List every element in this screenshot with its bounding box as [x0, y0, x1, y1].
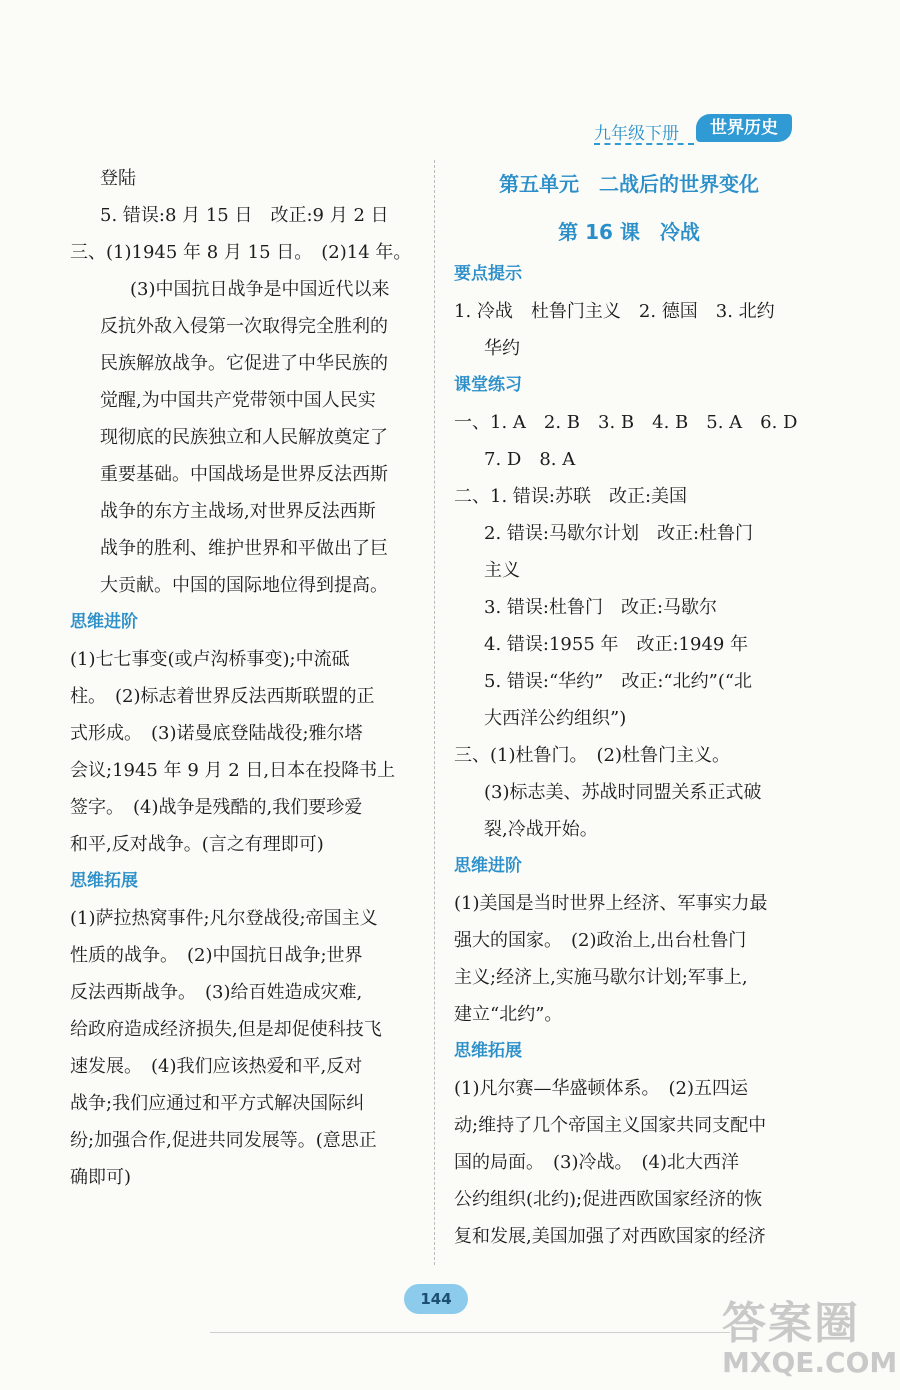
left-text-line: 民族解放战争。它促进了中华民族的 [100, 353, 388, 374]
left-text-line: 速发展。 (4)我们应该热爱和平,反对 [70, 1056, 363, 1077]
left-text-line: 纷;加强合作,促进共同发展等。(意思正 [70, 1130, 377, 1151]
header-underline [594, 143, 694, 145]
right-text-line: 三、(1)杜鲁门。 (2)杜鲁门主义。 [454, 745, 730, 766]
left-text-line: 柱。 (2)标志着世界反法西斯联盟的正 [70, 686, 375, 707]
right-section-heading: 思维拓展 [454, 1041, 522, 1061]
left-text-line: 战争;我们应通过和平方式解决国际纠 [70, 1093, 365, 1114]
left-text-line: 5. 错误:8 月 15 日 改正:9 月 2 日 [100, 205, 389, 226]
left-text-line: (3)中国抗日战争是中国近代以来 [130, 279, 390, 300]
left-text-line: 会议;1945 年 9 月 2 日,日本在投降书上 [70, 760, 396, 781]
left-text-line: 三、(1)1945 年 8 月 15 日。 (2)14 年。 [70, 242, 412, 263]
left-text-line: 给政府造成经济损失,但是却促使科技飞 [70, 1019, 382, 1040]
right-text-line: 1. 冷战 杜鲁门主义 2. 德国 3. 北约 [454, 301, 775, 322]
right-text-line: (1)凡尔赛—华盛顿体系。 (2)五四运 [454, 1078, 748, 1099]
right-text-line: 强大的国家。 (2)政治上,出台杜鲁门 [454, 930, 747, 951]
right-section-heading: 课堂练习 [454, 375, 522, 395]
left-text-line: 和平,反对战争。(言之有理即可) [70, 834, 324, 855]
left-text-line: 觉醒,为中国共产党带领中国人民实 [100, 390, 376, 411]
right-text-line: 4. 错误:1955 年 改正:1949 年 [484, 634, 749, 655]
right-text-line: 3. 错误:杜鲁门 改正:马歇尔 [484, 597, 718, 618]
right-text-line: (1)美国是当时世界上经济、军事实力最 [454, 893, 768, 914]
right-section-heading: 要点提示 [454, 264, 522, 284]
right-text-line: (3)标志美、苏战时同盟关系正式破 [484, 782, 762, 803]
right-column [454, 160, 804, 1255]
right-text-line: 动;维持了几个帝国主义国家共同支配中 [454, 1115, 767, 1136]
watermark-logo [722, 1298, 898, 1380]
bottom-rule [210, 1332, 730, 1333]
left-text-line: 重要基础。中国战场是世界反法西斯 [100, 464, 388, 485]
left-text-line: 确即可) [70, 1167, 132, 1188]
page-number: 144 [404, 1284, 468, 1314]
left-text-line: 反法西斯战争。 (3)给百姓造成灾难, [70, 982, 363, 1003]
left-text-line: 签字。 (4)战争是残酷的,我们要珍爱 [70, 797, 363, 818]
right-text-line: 国的局面。 (3)冷战。 (4)北大西洋 [454, 1152, 739, 1173]
header-subject-badge: 世界历史 [696, 114, 792, 142]
left-column [70, 160, 420, 1196]
left-text-line: 登陆 [100, 168, 136, 189]
left-text-line: (1)七七事变(或卢沟桥事变);中流砥 [70, 649, 350, 670]
right-text-line: 复和发展,美国加强了对西欧国家的经济 [454, 1226, 766, 1247]
column-divider [434, 160, 435, 1265]
right-text-line: 华约 [484, 338, 520, 359]
right-text-line: 建立“北约”。 [454, 1004, 563, 1025]
right-text-line: 一、1. A 2. B 3. B 4. B 5. A 6. D [454, 412, 798, 433]
left-text-line: 战争的东方主战场,对世界反法西斯 [100, 501, 376, 522]
right-text-line: 7. D 8. A [484, 449, 576, 470]
right-text-line: 二、1. 错误:苏联 改正:美国 [454, 486, 688, 507]
lesson-title: 第 16 课 冷战 [558, 220, 700, 244]
left-text-line: 大贡献。中国的国际地位得到提高。 [100, 575, 388, 596]
left-text-line: (1)萨拉热窝事件;凡尔登战役;帝国主义 [70, 908, 378, 929]
left-text-line: 现彻底的民族独立和人民解放奠定了 [100, 427, 388, 448]
right-text-line: 公约组织(北约);促进西欧国家经济的恢 [454, 1189, 763, 1210]
left-text-line: 反抗外敌入侵第一次取得完全胜利的 [100, 316, 388, 337]
right-text-line: 裂,冷战开始。 [484, 819, 598, 840]
right-section-heading: 思维进阶 [454, 856, 522, 876]
left-text-line: 性质的战争。 (2)中国抗日战争;世界 [70, 945, 363, 966]
left-text-line: 战争的胜利、维护世界和平做出了巨 [100, 538, 388, 559]
left-section-heading: 思维进阶 [70, 612, 138, 632]
left-section-heading: 思维拓展 [70, 871, 138, 891]
right-text-line: 主义;经济上,实施马歇尔计划;军事上, [454, 967, 748, 988]
right-text-line: 5. 错误:“华约” 改正:“北约”(“北 [484, 671, 753, 692]
watermark-text-en: MXQE.COM [722, 1346, 898, 1379]
header-grade: 九年级下册 [594, 124, 679, 144]
right-text-line: 大西洋公约组织”) [484, 708, 627, 729]
right-text-line: 2. 错误:马歇尔计划 改正:杜鲁门 [484, 523, 754, 544]
right-text-line: 主义 [484, 560, 520, 581]
unit-title: 第五单元 二战后的世界变化 [499, 172, 759, 196]
left-text-line: 式形成。 (3)诺曼底登陆战役;雅尔塔 [70, 723, 363, 744]
watermark-text-cn: 答案圈 [722, 1298, 860, 1349]
